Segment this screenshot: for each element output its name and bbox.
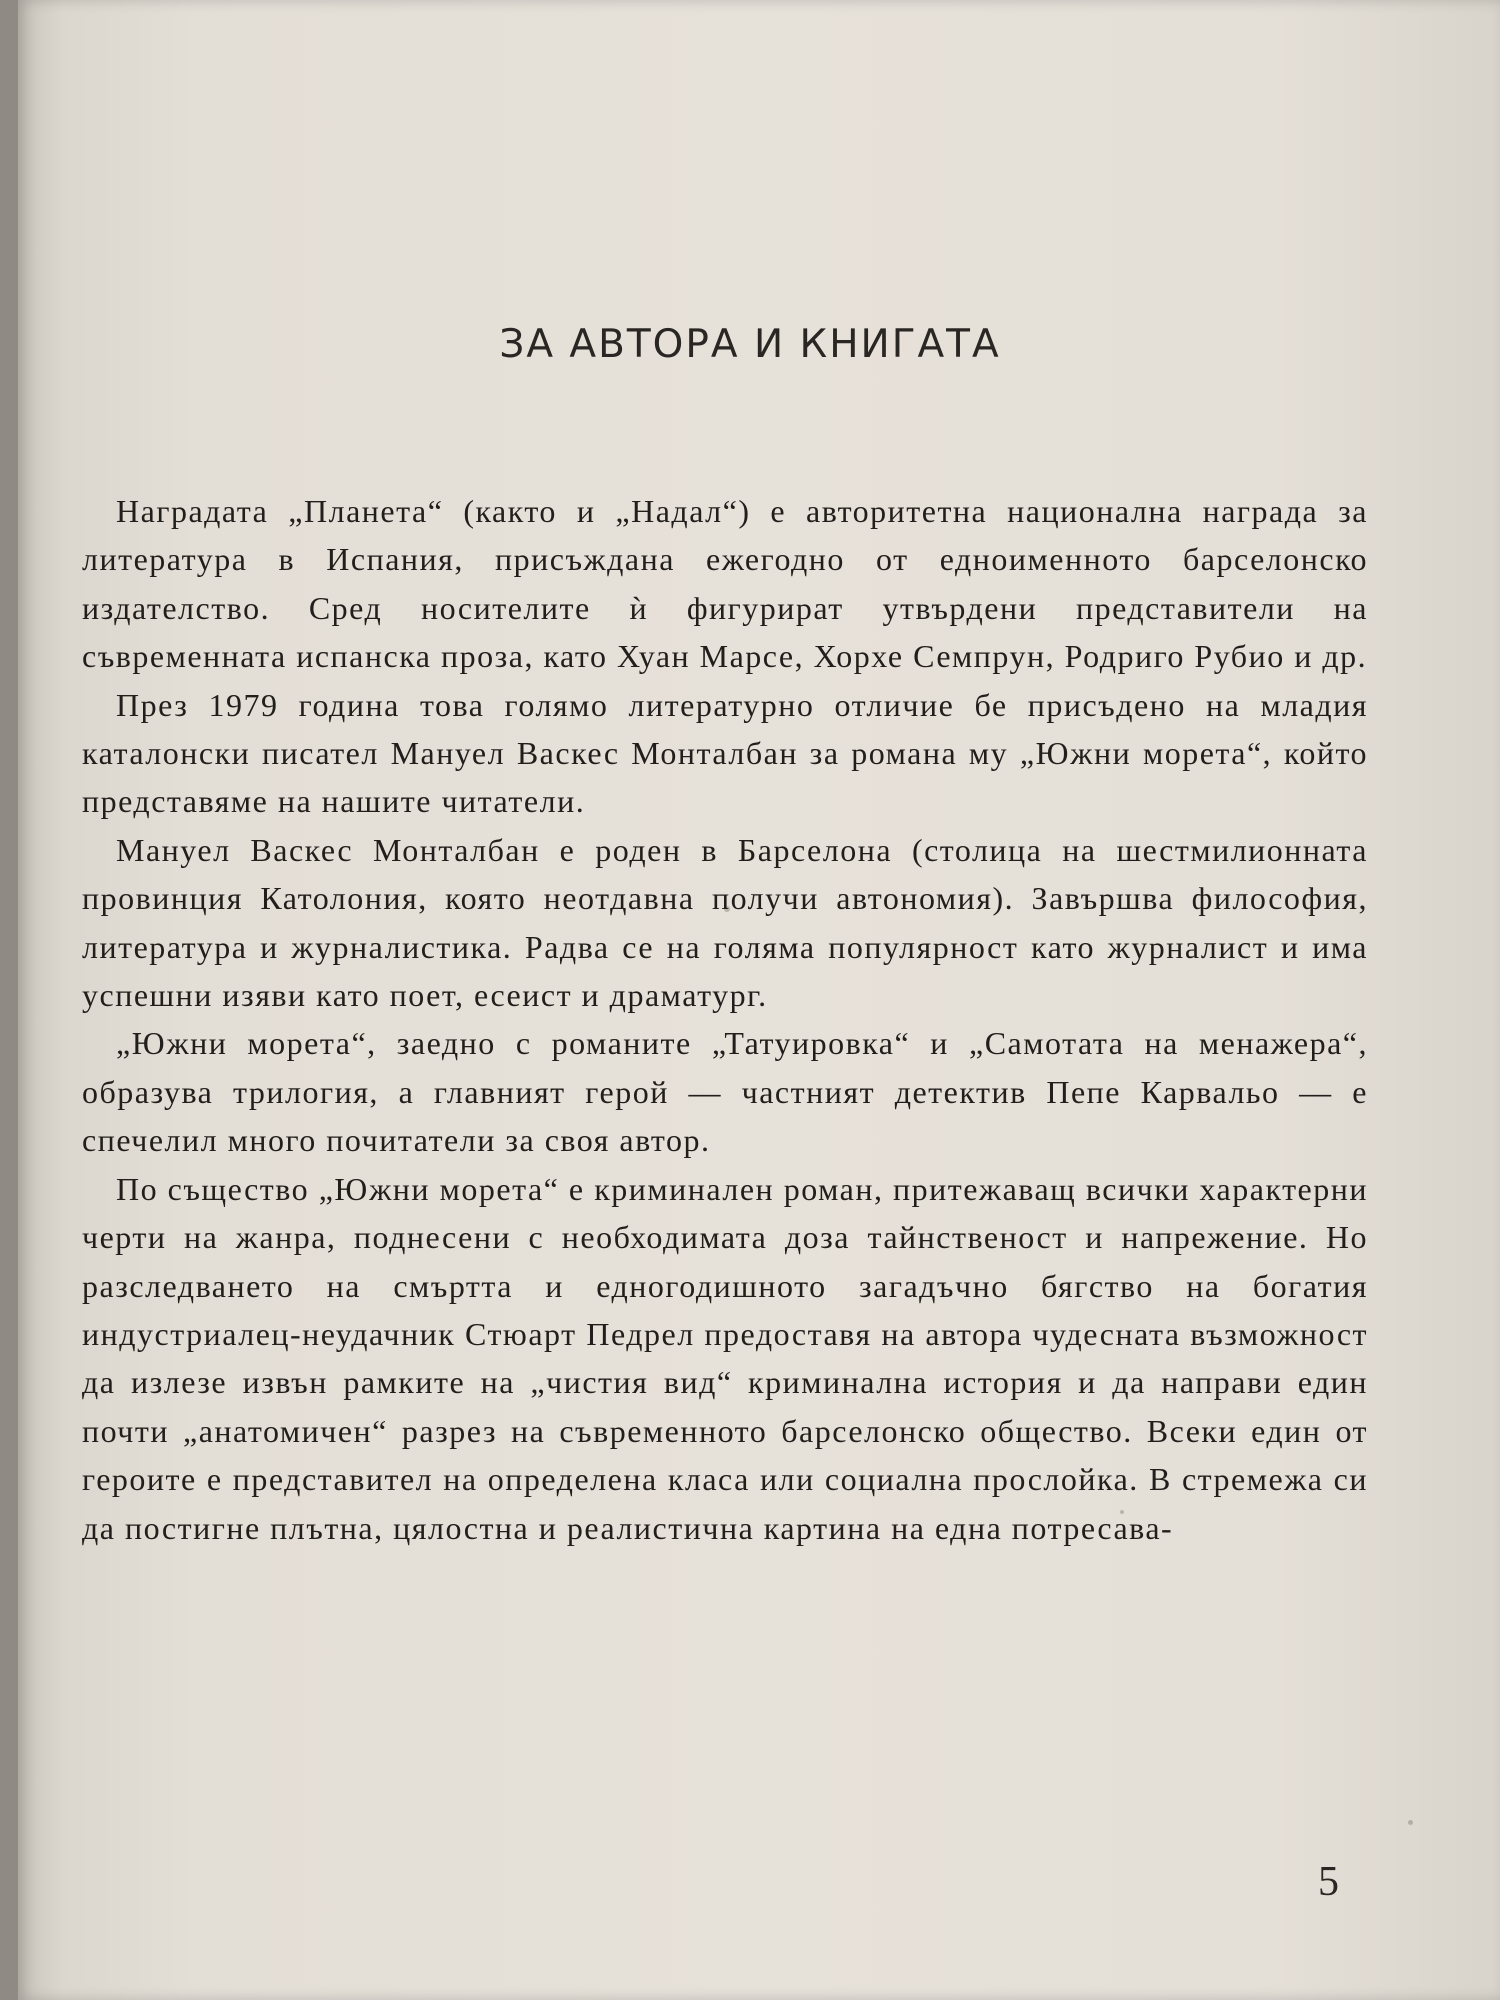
paper-spot [1408, 1820, 1413, 1825]
paragraph: Мануел Васкес Монталбан е роден в Барселона (столица на шестмилионната провинция Католония, която неотдавна получи автономия). Завършва философия, литература и журналистика. Радва се на голяма популярност като журналист и има успешни изяви като поет, есеист и драматург. [82, 831, 1368, 1014]
paragraph: Наградата „Планета“ (както и „Надал“) е авторитетна национална награда за литература в Испания, присъждана ежегодно от едноименното барселонско издателство. Сред носителите ѝ фигурират утвърдени представители на съвременната испанска проза, като Хуан Марсе, Хорхе Семпрун, Родриго Рубио и др. [82, 493, 1368, 675]
page-number: 5 [1318, 1859, 1339, 1905]
body-text [82, 487, 1368, 1552]
paragraph: По същество „Южни морета“ е криминален роман, притежаващ всички характерни черти на жанра, поднесени с необходимата доза тайнственост и напрежение. Но разследването на смъртта и едногодишното загадъчно бягство на богатия индустриалец-неудачник Стюарт Педрел предоставя на автора чудесната възможност да излезе извън рамките на „чистия вид“ криминална история и да направи един почти „анатомичен“ разрез на съвременното барселонско общество. Всеки един от героите е представител на определена класа или социална прослойка. В стремежа си да постигне плътна, цялостна и реалистична картина на една потресава- [82, 1170, 1368, 1546]
paragraph: „Южни морета“, заедно с романите „Татуировка“ и „Самотата на менажера“, образува трилогия, а главният герой — частният детектив Пепе Карвальо — е спечелил много почитатели за своя автор. [82, 1025, 1368, 1159]
paragraph: През 1979 година това голямо литературно отличие бе присъдено на младия каталонски писател Мануел Васкес Монталбан за романа му „Южни морета“, който представяме на нашите читатели. [82, 686, 1368, 820]
page-title: ЗА АВТОРА И КНИГАТА [499, 322, 1001, 367]
